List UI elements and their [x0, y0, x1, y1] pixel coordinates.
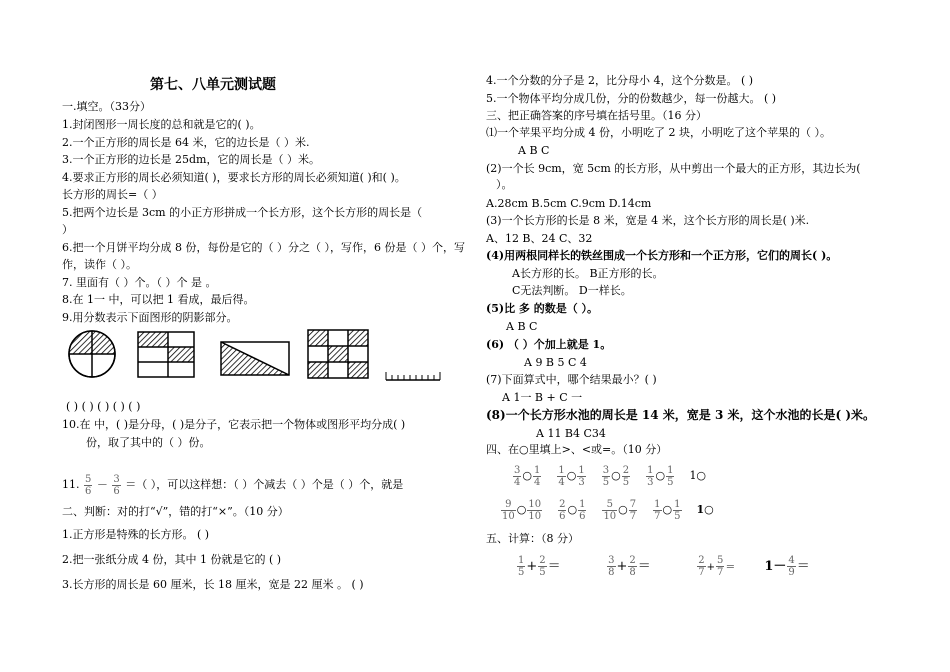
- figure-grid-rect: [138, 332, 194, 377]
- choice-6-options: A 9 B 5 C 4: [524, 356, 587, 369]
- question-6-line-1: 6.把一个月饼平均分成 8 份，每份是它的（ ）分之（ ），写作，6 份是（ ）个，写: [62, 241, 465, 254]
- figure-grid-square: [308, 330, 368, 378]
- choice-4: (4)用两根同样长的铁丝围成一个长方形和一个正方形，它们的周长( )。: [486, 249, 838, 262]
- section-judge: 二、判断：对的打“√”，错的打“×”。（10 分）: [62, 505, 289, 518]
- question-3: 3.一个正方形的边长是 25dm，它的周长是（ ）米。: [62, 153, 320, 166]
- judge-5: 5.一个物体平均分成几份，分的份数越少，每一份越大。 ( ): [486, 92, 777, 105]
- compare-row-1: [512, 462, 706, 490]
- question-5-line-2: ）: [62, 223, 73, 236]
- calc-row: [516, 552, 810, 583]
- fraction: $\frac{3}{6}$: [113, 473, 120, 497]
- section-fill-blank: 一.填空。（33分）: [62, 100, 151, 113]
- figure-triangle-rect: [221, 342, 289, 375]
- choice-7: (7)下面算式中，哪个结果最小？( ): [486, 373, 657, 386]
- choice-3: (3)一个长方形的长是 8 米，宽是 4 米，这个长方形的周长是( )米.: [486, 214, 810, 227]
- compare-item: $\frac{1}{4}$ ○ $\frac{1}{3}$: [558, 464, 585, 488]
- choice-1: ⑴一个苹果平均分成 4 份，小明吃了 2 块，小明吃了这个苹果的（ ）。: [486, 126, 831, 139]
- choice-1-options: A B C: [518, 144, 550, 157]
- question-8: 8.在 1一 中，可以把 1 看成，最后得。: [62, 293, 255, 306]
- calc-item: 1－ $\frac{4}{9}$ ＝: [764, 555, 810, 578]
- choice-8: (8)一个长方形水池的周长是 14 米，宽是 3 米，这个水池的长是( )米。: [486, 408, 876, 422]
- choice-7-options: A 1一 B + C 一: [502, 391, 583, 404]
- choice-5: (5)比 多 的数是（ ）。: [486, 302, 599, 315]
- compare-row-2: [500, 496, 714, 524]
- choice-2-line-2: ）。: [496, 178, 513, 191]
- calc-item: $\frac{3}{8}$ + $\frac{2}{8}$ ＝: [608, 555, 651, 578]
- shaded-figures: [68, 330, 440, 382]
- compare-item: $\frac{9}{10}$ ○ $\frac{10}{10}$: [502, 498, 542, 522]
- compare-item: $\frac{2}{6}$ ○ $\frac{1}{6}$: [559, 498, 586, 522]
- question-4-line-1: 4.要求正方形的周长必须知道( )，要求长方形的周长必须知道( )和( )。: [62, 171, 406, 184]
- fraction: $\frac{5}{6}$: [85, 473, 92, 497]
- question-9-answers: ( ) ( ) ( ) ( ) ( ): [66, 400, 141, 413]
- choice-2-line-1: (2)一个长 9cm，宽 5cm 的长方形，从中剪出一个最大的正方形，其边长为(: [486, 162, 861, 175]
- choice-4-options-cd: C无法判断。 D一样长。: [512, 284, 632, 297]
- judge-3: 3.长方形的周长是 60 厘米，长 18 厘米，宽是 22 厘米 。 ( ): [62, 578, 364, 591]
- judge-4: 4.一个分数的分子是 2，比分母小 4，这个分数是。 ( ): [486, 74, 754, 87]
- question-1: 1.封闭图形一周长度的总和就是它的( )。: [62, 118, 261, 131]
- compare-item: $\frac{5}{10}$ ○ $\frac{7}{7}$: [603, 498, 637, 522]
- compare-item: $\frac{1}{3}$ ○ $\frac{1}{5}$: [647, 464, 674, 488]
- section-compare: 四、在○里填上>、<或=。（10 分）: [486, 443, 668, 456]
- judge-1: 1.正方形是特殊的长方形。 ( ): [62, 528, 210, 541]
- figure-ruler: [386, 372, 440, 380]
- compare-item: $\frac{1}{7}$ ○ $\frac{1}{5}$: [654, 498, 681, 522]
- question-5-line-1: 5.把两个边长是 3cm 的小正方形拼成一个长方形，这个长方形的周长是（: [62, 206, 423, 219]
- question-2: 2.一个正方形的周长是 64 米，它的边长是（ ）米.: [62, 136, 310, 149]
- choice-3-options: A、12 B、24 C、32: [486, 232, 593, 245]
- choice-6: (6) （ ）个加上就是 1。: [486, 338, 612, 351]
- choice-5-options: A B C: [506, 320, 538, 333]
- question-10-line-1: 10.在 中，( )是分母，( )是分子，它表示把一个物体或图形平均分成( ): [62, 418, 406, 431]
- page-title: 第七、八单元测试题: [150, 77, 276, 93]
- choice-4-options-ab: A长方形的长。 B正方形的长。: [512, 267, 664, 280]
- calc-item: $\frac{1}{5}$ + $\frac{2}{5}$ ＝: [518, 555, 561, 578]
- figure-circle: [69, 331, 115, 377]
- section-choice: 三、把正确答案的序号填在括号里。（16 分）: [486, 109, 707, 122]
- compare-item-tail: 1○: [696, 503, 714, 516]
- compare-item-tail: 1○: [689, 469, 707, 482]
- question-4-line-2: 长方形的周长=（ ）: [62, 188, 163, 201]
- compare-item: $\frac{3}{5}$ ○ $\frac{2}{5}$: [602, 464, 630, 488]
- choice-2-options: A.28cm B.5cm C.9cm D.14cm: [486, 197, 652, 210]
- question-6-line-2: 作，读作（ ）。: [62, 258, 137, 271]
- choice-8-options: A 11 B4 C34: [536, 427, 606, 440]
- question-9: 9.用分数表示下面图形的阴影部分。: [62, 311, 238, 324]
- section-calc: 五、计算：（8 分）: [486, 532, 579, 545]
- judge-2: 2.把一张纸分成 4 份，其中 1 份就是它的 ( ): [62, 553, 282, 566]
- question-7: 7. 里面有（ ）个。（ ）个 是 。: [62, 276, 217, 289]
- question-11: 11. $\frac{5}{6}$ － $\frac{3}{6}$ ＝（ ），可以这样想：（ ）个减去（ ）个是（ ）个，就是: [62, 473, 404, 497]
- question-10-line-2: 份，取了其中的（ ）份。: [86, 436, 211, 449]
- compare-item: $\frac{3}{4}$ ○ $\frac{1}{4}$: [514, 464, 541, 488]
- calc-item: $\frac{2}{7}$ + $\frac{5}{7}$ ＝: [698, 555, 736, 578]
